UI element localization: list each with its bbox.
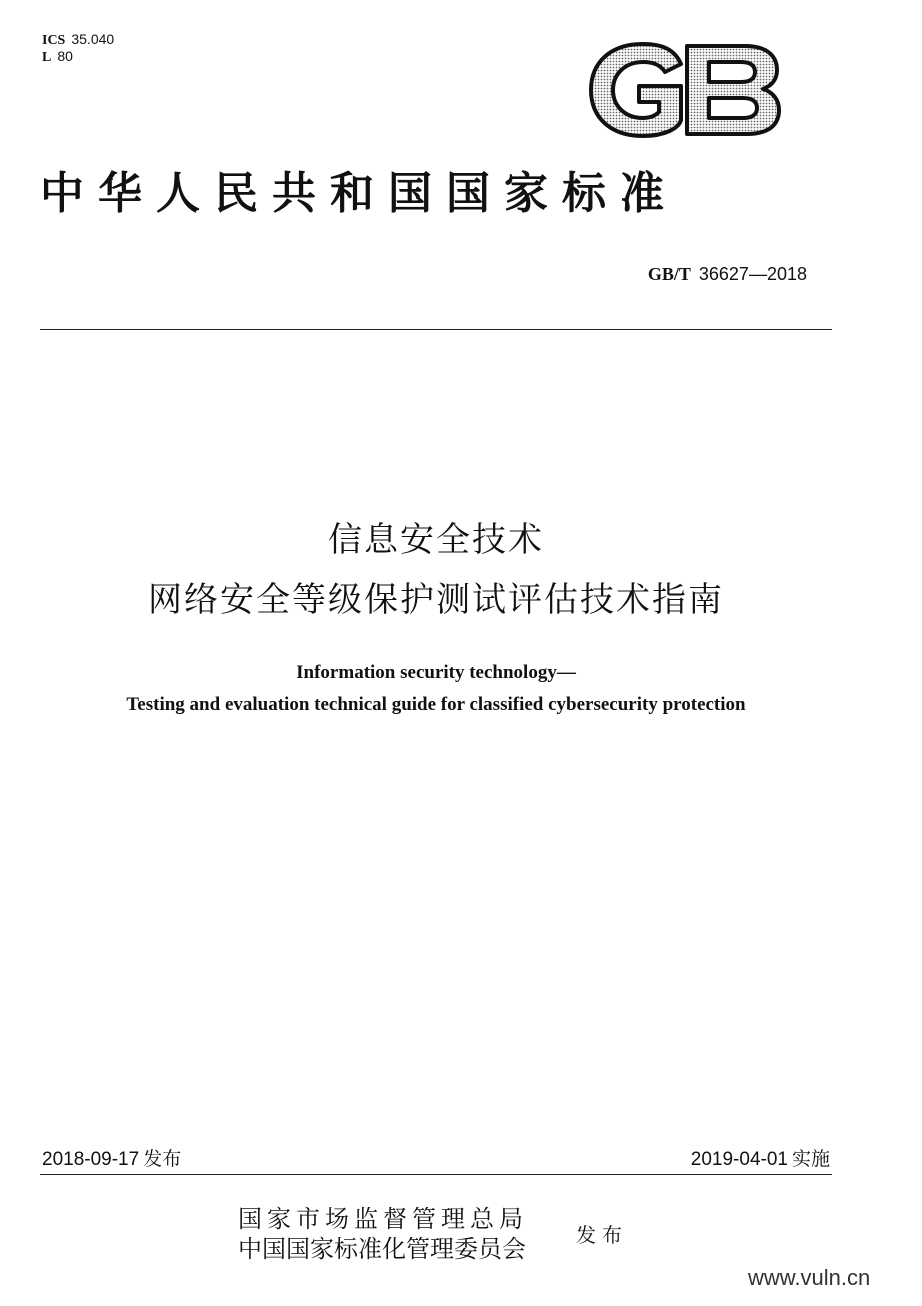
title-en-line1: Information security technology— bbox=[296, 662, 576, 683]
ccs-label: L bbox=[42, 50, 52, 65]
standard-number-value: 36627—2018 bbox=[698, 264, 807, 284]
ccs-value: 80 bbox=[57, 48, 73, 64]
release-date-value: 2018-09-17 bbox=[42, 1149, 140, 1170]
title-zh-line2: 网络安全等级保护测试评估技术指南 bbox=[148, 580, 724, 620]
implementation-date-label: 实施 bbox=[791, 1148, 830, 1170]
ics-code bbox=[42, 31, 114, 49]
issuer-samr: 国家市场监督管理总局 bbox=[238, 1205, 528, 1233]
standard-number bbox=[648, 262, 807, 287]
release-date-label: 发布 bbox=[143, 1148, 182, 1170]
release-date bbox=[42, 1146, 181, 1173]
ics-label: ICS bbox=[42, 33, 66, 48]
watermark-url: www.vuln.cn bbox=[748, 1265, 871, 1290]
ics-value: 35.040 bbox=[71, 31, 115, 47]
top-divider bbox=[40, 329, 832, 330]
title-zh-line1: 信息安全技术 bbox=[328, 520, 544, 560]
bottom-divider bbox=[40, 1174, 832, 1175]
ccs-code bbox=[42, 48, 73, 66]
implementation-date bbox=[691, 1146, 830, 1173]
standard-number-prefix: GB/T bbox=[647, 264, 691, 284]
standard-type-heading: 中华人民共和国国家标准 bbox=[40, 168, 678, 219]
gb-logo-icon bbox=[585, 42, 781, 138]
issue-label: 发布 bbox=[576, 1223, 628, 1247]
title-en-line2: Testing and evaluation technical guide for classified cybersecurity protection bbox=[126, 694, 746, 715]
issuer-sac: 中国国家标准化管理委员会 bbox=[238, 1235, 526, 1263]
implementation-date-value: 2019-04-01 bbox=[690, 1149, 788, 1170]
